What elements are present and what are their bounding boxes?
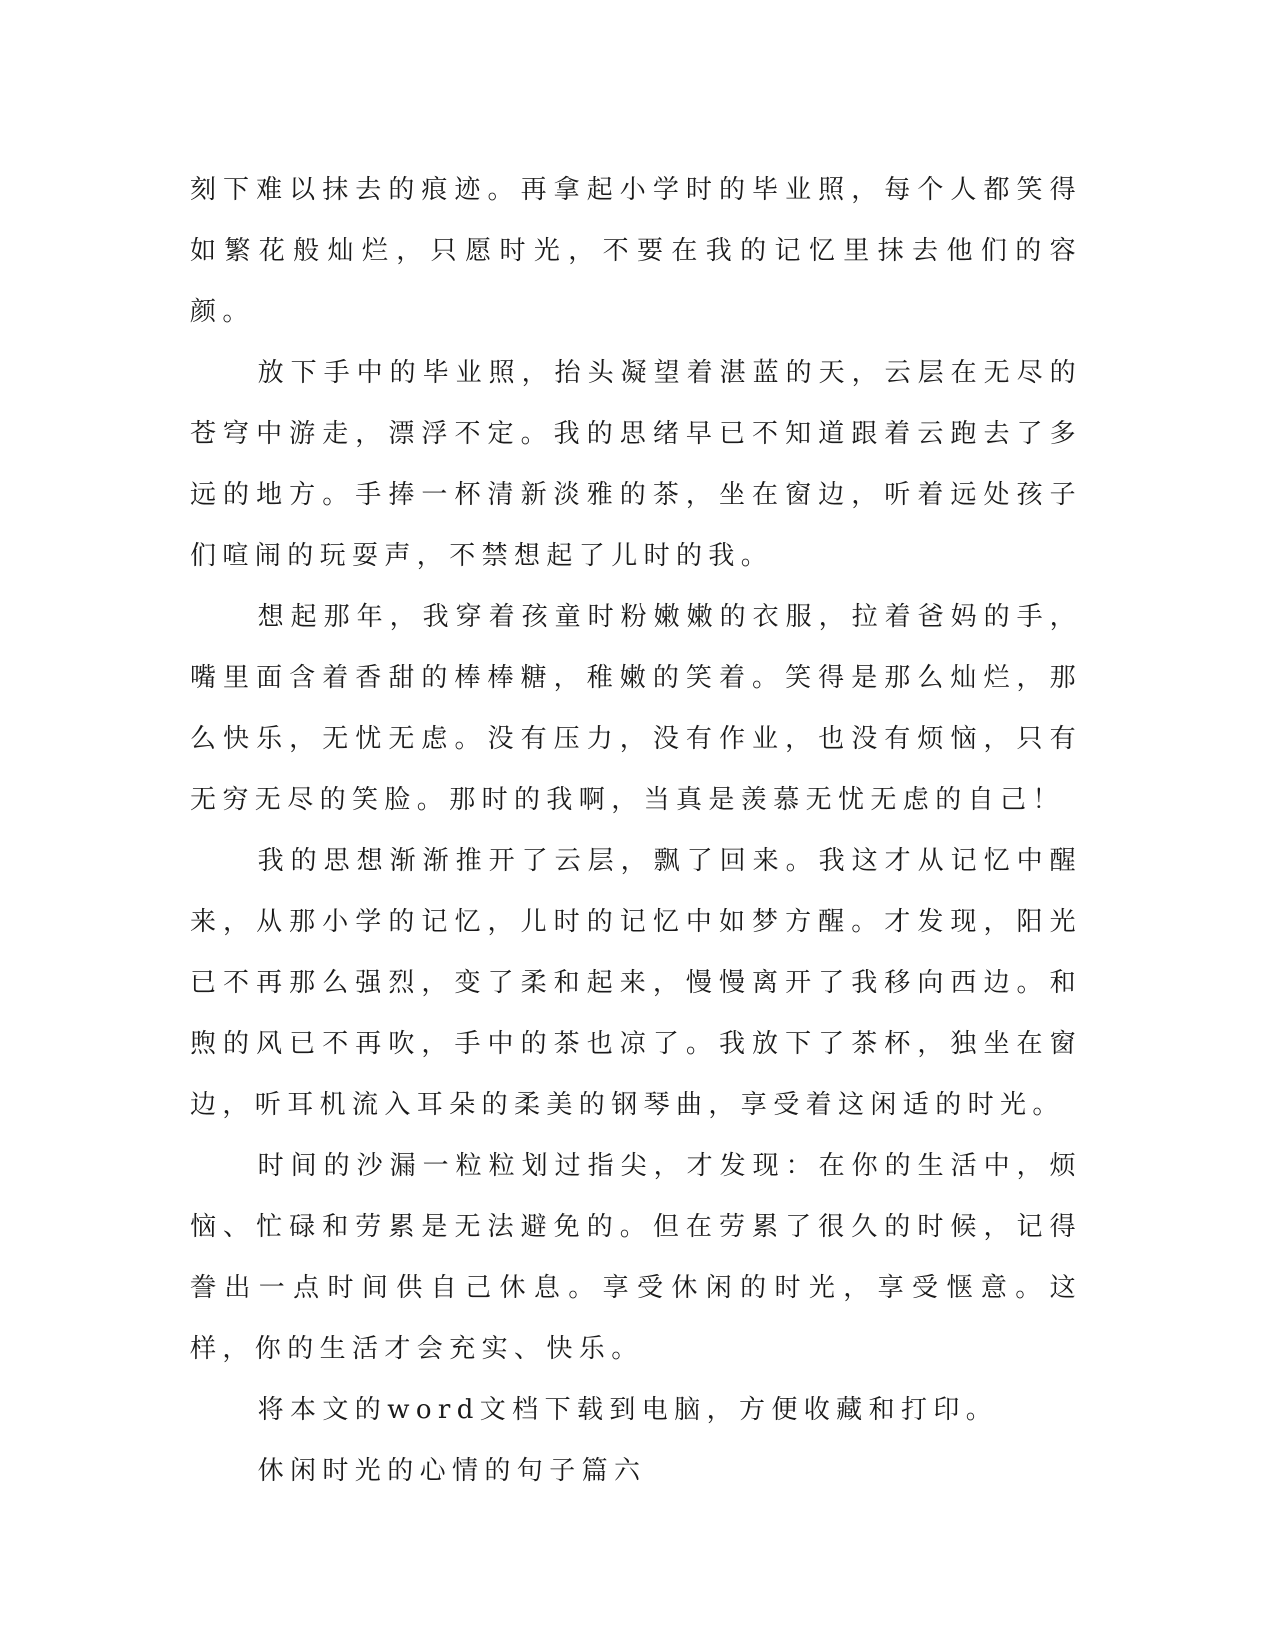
paragraph-2: 放下手中的毕业照，抬头凝望着湛蓝的天，云层在无尽的苍穹中游走，漂浮不定。我的思绪早已不知道跟着云跑去了多远的地方。手捧一杯清新淡雅的茶，坐在窗边，听着远处孩子们喧闹的玩耍声，不禁想起了儿时的我。 [190, 358, 1082, 571]
paragraph-1: 刻下难以抹去的痕迹。再拿起小学时的毕业照，每个人都笑得如繁花般灿烂，只愿时光，不要在我的记忆里抹去他们的容颜。 [190, 175, 1082, 327]
download-note: 将本文的word文档下载到电脑，方便收藏和打印。 [257, 1395, 999, 1425]
paragraph-3: 想起那年，我穿着孩童时粉嫩嫩的衣服，拉着爸妈的手，嘴里面含着香甜的棒棒糖，稚嫩的笑着。笑得是那么灿烂，那么快乐，无忧无虑。没有压力，没有作业，也没有烦恼，只有无穷无尽的笑脸。那时的我啊，当真是羡慕无忧无虑的自己！ [190, 602, 1082, 815]
document-body [190, 160, 1082, 1502]
paragraph-4: 我的思想渐渐推开了云层，飘了回来。我这才从记忆中醒来，从那小学的记忆，儿时的记忆中如梦方醒。才发现，阳光已不再那么强烈，变了柔和起来，慢慢离开了我移向西边。和煦的风已不再吹，手中的茶也凉了。我放下了茶杯，独坐在窗边，听耳机流入耳朵的柔美的钢琴曲，享受着这闲适的时光。 [190, 846, 1082, 1120]
paragraph-5: 时间的沙漏一粒粒划过指尖，才发现：在你的生活中，烦恼、忙碌和劳累是无法避免的。但在劳累了很久的时候，记得誊出一点时间供自己休息。享受休闲的时光，享受惬意。这样，你的生活才会充实、快乐。 [190, 1151, 1082, 1364]
section-heading: 休闲时光的心情的句子篇六 [257, 1456, 647, 1486]
